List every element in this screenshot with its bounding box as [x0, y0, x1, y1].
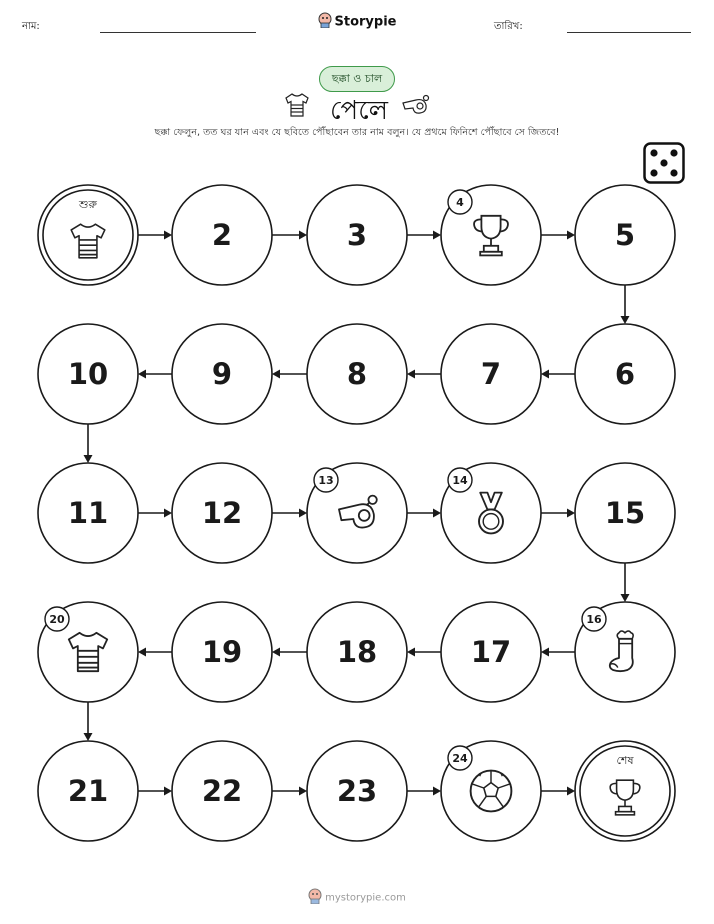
- football-icon: [471, 771, 512, 812]
- path-arrow: [84, 702, 93, 741]
- cell-number: 13: [318, 474, 334, 487]
- board-cell[interactable]: [441, 741, 541, 841]
- path-arrow: [541, 648, 575, 657]
- cell-number: 8: [346, 357, 368, 391]
- path-arrow: [84, 424, 93, 463]
- board-cell[interactable]: [575, 463, 675, 563]
- board-cell[interactable]: [172, 463, 272, 563]
- finish-label: শেষ: [616, 754, 634, 767]
- path-arrow: [138, 509, 172, 518]
- path-arrow: [407, 370, 441, 379]
- board-cell[interactable]: [38, 602, 138, 702]
- cell-number: 12: [201, 496, 243, 530]
- board-cell[interactable]: [172, 602, 272, 702]
- path-arrow: [138, 370, 172, 379]
- brand-name: Storypie: [334, 14, 397, 30]
- path-arrow: [621, 285, 630, 324]
- start-label: শুরু: [79, 198, 97, 211]
- cell-number-badge: [582, 607, 606, 631]
- cell-number: 3: [346, 218, 368, 252]
- page-title: পেলে: [330, 96, 389, 126]
- path-arrow: [407, 648, 441, 657]
- path-arrow: [138, 648, 172, 657]
- path-arrow: [407, 509, 441, 518]
- finish-cell[interactable]: [575, 741, 675, 841]
- storypie-footer-logo-icon: [308, 888, 322, 907]
- board-cell[interactable]: [307, 741, 407, 841]
- cell-number: 2: [211, 218, 233, 252]
- board-cell[interactable]: [38, 741, 138, 841]
- path-arrow: [541, 509, 575, 518]
- path-arrow: [621, 563, 630, 602]
- path-arrow: [138, 231, 172, 240]
- cell-number: 18: [336, 635, 378, 669]
- path-arrow: [272, 370, 307, 379]
- cell-number-badge: [314, 468, 338, 492]
- path-arrow: [138, 787, 172, 796]
- board-cell[interactable]: [38, 463, 138, 563]
- board-cell[interactable]: [172, 741, 272, 841]
- cell-number: 4: [456, 196, 464, 209]
- board-cell[interactable]: [307, 463, 407, 563]
- board-cell[interactable]: [172, 185, 272, 285]
- name-label: নাম:: [22, 21, 40, 32]
- cell-number: 5: [614, 218, 636, 252]
- board-cell[interactable]: [441, 602, 541, 702]
- board-cell[interactable]: [441, 185, 541, 285]
- cell-number-badge: [448, 746, 472, 770]
- board-cell[interactable]: [575, 185, 675, 285]
- cell-number: 24: [452, 752, 468, 765]
- cell-number: 6: [614, 357, 636, 391]
- cell-number-badge: [45, 607, 69, 631]
- cell-number-badge: [448, 468, 472, 492]
- board-cell[interactable]: [441, 463, 541, 563]
- activity-tag: ছক্কা ও চাল: [319, 66, 395, 92]
- path-arrow: [272, 648, 307, 657]
- cell-number: 7: [480, 357, 502, 391]
- start-cell[interactable]: [38, 185, 138, 285]
- cell-number: 10: [67, 357, 109, 391]
- cell-number: 17: [470, 635, 512, 669]
- path-arrow: [407, 231, 441, 240]
- cell-number: 11: [67, 496, 109, 530]
- path-arrow: [272, 231, 307, 240]
- board-cell[interactable]: [441, 324, 541, 424]
- cell-number: 9: [211, 357, 233, 391]
- instructions: ছক্কা ফেলুন, তত ঘর যান এবং যে ছবিতে পৌঁছাবেন তার নাম বলুন। যে প্রথমে ফিনিশে পৌঁছাবে সে জিতবে!: [154, 127, 560, 138]
- cell-number: 22: [201, 774, 243, 808]
- path-arrow: [407, 787, 441, 796]
- cell-number: 15: [604, 496, 646, 530]
- board-cell[interactable]: [307, 185, 407, 285]
- cell-number: 19: [201, 635, 243, 669]
- cell-number: 21: [67, 774, 109, 808]
- path-arrow: [272, 509, 307, 518]
- date-label: তারিখ:: [494, 21, 523, 32]
- board-cell[interactable]: [172, 324, 272, 424]
- cell-number: 20: [49, 613, 65, 626]
- path-arrow: [541, 370, 575, 379]
- cell-number-badge: [448, 190, 472, 214]
- footer-url[interactable]: mystorypie.com: [325, 892, 406, 904]
- board-cell[interactable]: [307, 602, 407, 702]
- footer: [0, 888, 714, 907]
- board-cell[interactable]: [575, 602, 675, 702]
- cell-number: 16: [586, 613, 602, 626]
- board-cell[interactable]: [307, 324, 407, 424]
- path-arrow: [541, 231, 575, 240]
- path-arrow: [272, 787, 307, 796]
- cell-number: 14: [452, 474, 468, 487]
- cell-number: 23: [336, 774, 378, 808]
- board-cell[interactable]: [38, 324, 138, 424]
- path-arrow: [541, 787, 575, 796]
- board-cell[interactable]: [575, 324, 675, 424]
